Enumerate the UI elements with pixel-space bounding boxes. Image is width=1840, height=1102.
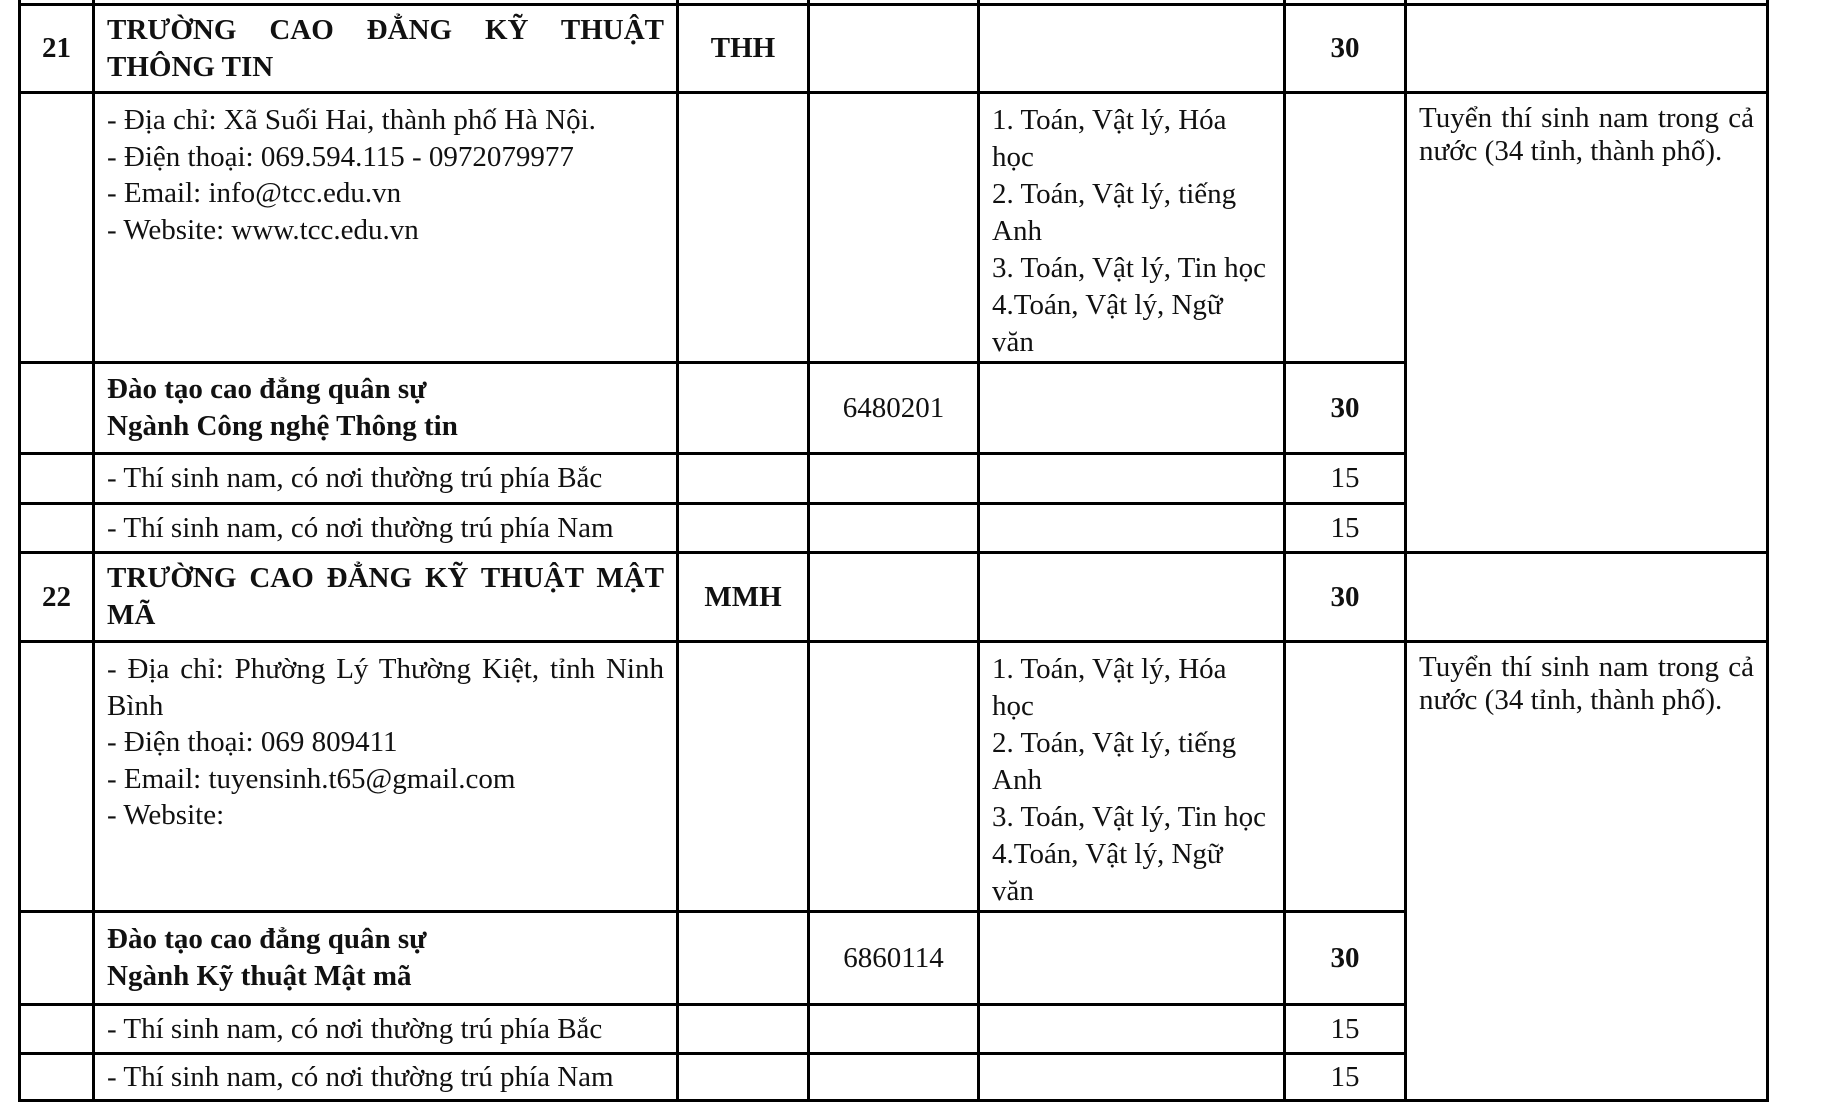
school-total-quota: 30 — [1285, 5, 1406, 93]
school-index: 22 — [20, 553, 94, 642]
empty-cell — [1285, 642, 1406, 912]
sub-quota-value: 15 — [1285, 504, 1406, 553]
empty-cell — [20, 1054, 94, 1101]
empty-cell — [809, 504, 979, 553]
program-major-name: Ngành Công nghệ Thông tin — [107, 410, 458, 442]
sub-quota-label: - Thí sinh nam, có nơi thường trú phía Bắc — [94, 1005, 678, 1054]
program-major-name: Ngành Kỹ thuật Mật mã — [107, 960, 412, 992]
empty-cell — [809, 5, 979, 93]
address-text: - Địa chỉ: Phường Lý Thường Kiệt, tỉnh Ninh Bình — [107, 653, 664, 722]
major-code: 6860114 — [809, 912, 979, 1005]
subject-combinations — [979, 642, 1285, 912]
program-title-line1: Đào tạo cao đẳng quân sự — [107, 373, 427, 405]
program-quota: 30 — [1285, 363, 1406, 454]
school-total-quota: 30 — [1285, 553, 1406, 642]
empty-cell — [1285, 93, 1406, 363]
subject-combo-2: 2. Toán, Vật lý, tiếng Anh — [992, 727, 1237, 796]
empty-cell — [678, 363, 809, 454]
sub-quota-label: - Thí sinh nam, có nơi thường trú phía Bắc — [94, 454, 678, 504]
school-code: THH — [678, 5, 809, 93]
empty-cell — [1406, 553, 1768, 642]
empty-cell — [20, 1005, 94, 1054]
empty-cell — [979, 553, 1285, 642]
email-text: - Email: info@tcc.edu.vn — [107, 177, 402, 209]
program-title — [94, 363, 678, 454]
empty-cell — [678, 504, 809, 553]
school-index: 21 — [20, 5, 94, 93]
empty-cell — [20, 93, 94, 363]
phone-text: - Điện thoại: 069 809411 — [107, 726, 398, 758]
empty-cell — [678, 912, 809, 1005]
phone-text: - Điện thoại: 069.594.115 - 0972079977 — [107, 140, 574, 173]
empty-cell — [20, 912, 94, 1005]
empty-cell — [979, 454, 1285, 504]
sub-quota-label: - Thí sinh nam, có nơi thường trú phía Nam — [94, 1054, 678, 1101]
school-info-row — [20, 93, 1768, 363]
school-header-row — [20, 5, 1768, 93]
program-title — [94, 912, 678, 1005]
empty-cell — [20, 454, 94, 504]
empty-cell — [678, 454, 809, 504]
sub-quota-value: 15 — [1285, 1005, 1406, 1054]
address-text: - Địa chỉ: Xã Suối Hai, thành phố Hà Nội. — [107, 104, 596, 136]
program-title-line1: Đào tạo cao đẳng quân sự — [107, 923, 427, 955]
sub-quota-value: 15 — [1285, 1054, 1406, 1101]
admissions-table — [18, 0, 1769, 1102]
subject-combinations — [979, 93, 1285, 363]
empty-cell — [809, 454, 979, 504]
empty-cell — [1406, 5, 1768, 93]
school-info-row — [20, 642, 1768, 912]
empty-cell — [678, 1005, 809, 1054]
empty-cell — [979, 1054, 1285, 1101]
empty-cell — [809, 642, 979, 912]
empty-cell — [809, 553, 979, 642]
program-quota: 30 — [1285, 912, 1406, 1005]
school-header-row — [20, 553, 1768, 642]
admission-note: Tuyển thí sinh nam trong cả nước (34 tỉnh, thành phố). — [1406, 642, 1768, 1101]
empty-cell — [809, 93, 979, 363]
subject-combo-3: 3. Toán, Vật lý, Tin học — [992, 252, 1267, 284]
empty-cell — [809, 1054, 979, 1101]
website-text: - Website: — [107, 799, 225, 831]
school-name: TRƯỜNG CAO ĐẲNG KỸ THUẬT MẬT MÃ — [94, 553, 678, 642]
website-text: - Website: www.tcc.edu.vn — [107, 213, 419, 246]
subject-combo-3: 3. Toán, Vật lý, Tin học — [992, 801, 1267, 833]
subject-combo-4: 4.Toán, Vật lý, Ngữ văn — [992, 838, 1223, 907]
empty-cell — [979, 5, 1285, 93]
email-text: - Email: tuyensinh.t65@gmail.com — [107, 762, 516, 795]
empty-cell — [678, 642, 809, 912]
empty-cell — [678, 93, 809, 363]
subject-combo-1: 1. Toán, Vật lý, Hóa học — [992, 104, 1227, 173]
subject-combo-2: 2. Toán, Vật lý, tiếng Anh — [992, 178, 1237, 247]
empty-cell — [20, 363, 94, 454]
empty-cell — [20, 642, 94, 912]
empty-cell — [979, 1005, 1285, 1054]
empty-cell — [979, 504, 1285, 553]
sub-quota-label: - Thí sinh nam, có nơi thường trú phía Nam — [94, 504, 678, 553]
admission-note: Tuyển thí sinh nam trong cả nước (34 tỉnh, thành phố). — [1406, 93, 1768, 553]
empty-cell — [809, 1005, 979, 1054]
empty-cell — [678, 1054, 809, 1101]
subject-combo-4: 4.Toán, Vật lý, Ngữ văn — [992, 289, 1223, 358]
empty-cell — [979, 912, 1285, 1005]
school-code: MMH — [678, 553, 809, 642]
school-contact-info — [94, 642, 678, 912]
school-contact-info — [94, 93, 678, 363]
sub-quota-value: 15 — [1285, 454, 1406, 504]
major-code: 6480201 — [809, 363, 979, 454]
empty-cell — [20, 504, 94, 553]
subject-combo-1: 1. Toán, Vật lý, Hóa học — [992, 653, 1227, 722]
empty-cell — [979, 363, 1285, 454]
school-name: TRƯỜNG CAO ĐẲNG KỸ THUẬT THÔNG TIN — [94, 5, 678, 93]
